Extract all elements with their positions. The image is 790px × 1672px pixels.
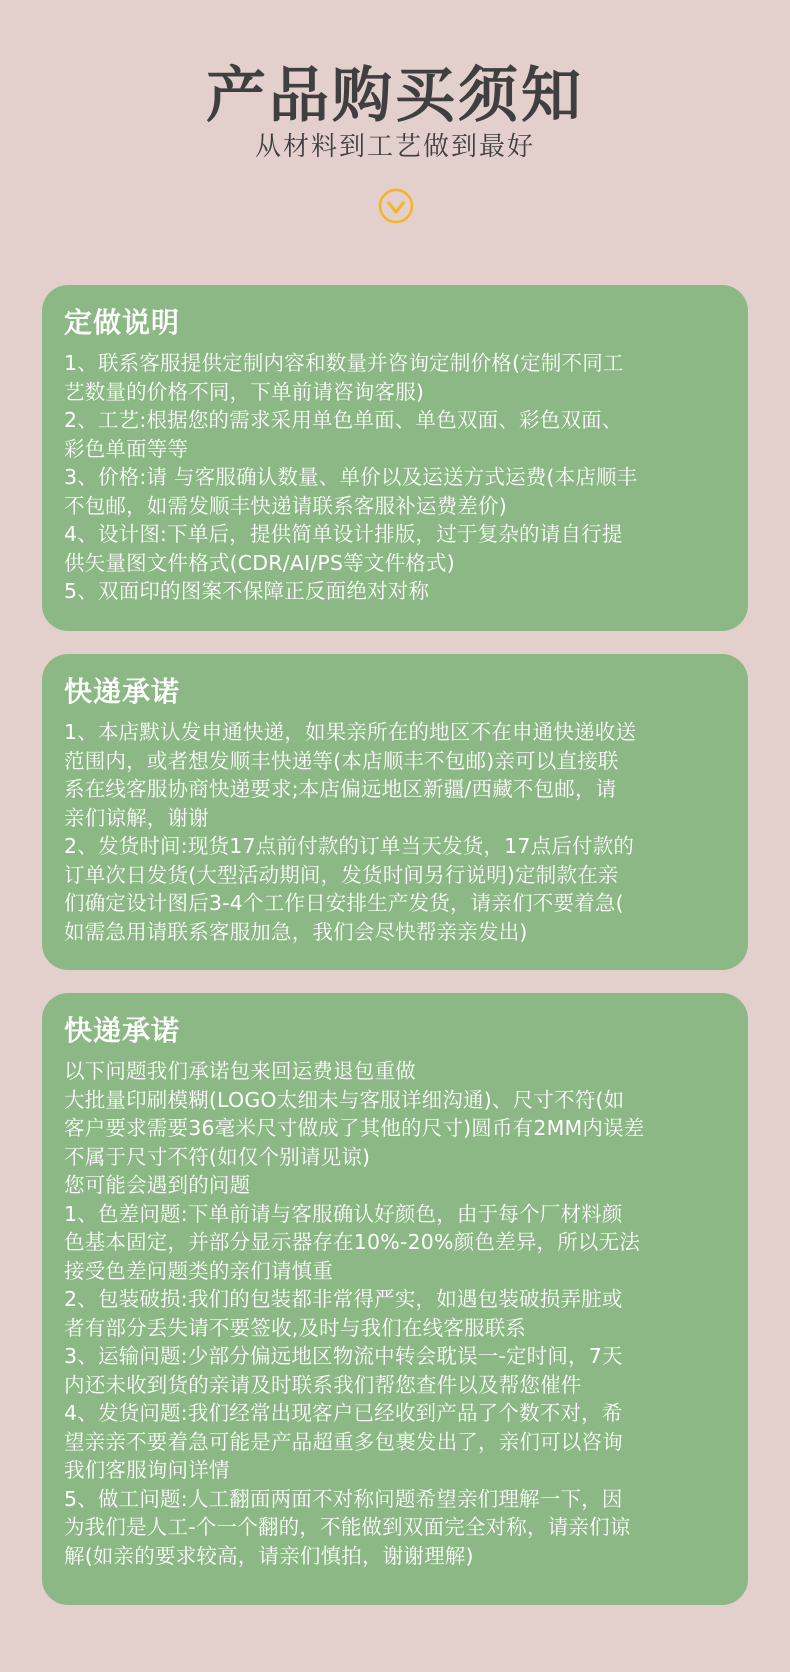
section-line: 解(如亲的要求较高，请亲们慎拍，谢谢理解): [64, 1543, 474, 1568]
section-line: 彩色单面等等: [64, 436, 189, 461]
section-line: 艺数量的价格不同，下单前请咨询客服): [64, 379, 425, 404]
section-line: 4、设计图:下单后，提供简单设计排版，过于复杂的请自行提: [64, 522, 623, 546]
section-line: 2、包装破损:我们的包装都非常得严实，如遇包装破损弄脏或: [64, 1287, 623, 1311]
section-line: 3、价格:请 与客服确认数量、单价以及运送方式运费(本店顺丰: [64, 465, 638, 489]
section-line: 为我们是人工-个一个翻的，不能做到双面完全对称，请亲们谅: [64, 1515, 631, 1539]
section-line: 供矢量图文件格式(CDR/AI/PS等文件格式): [64, 550, 455, 575]
section-line: 3、运输问题:少部分偏远地区物流中转会耽误一-定时间，7天: [64, 1344, 623, 1368]
section-line: 1、联系客服提供定制内容和数量并咨询定制价格(定制不同工: [64, 351, 624, 375]
section-line: 望亲亲不要着急可能是产品超重多包裹发出了，亲们可以咨询: [64, 1429, 623, 1454]
section-line: 内还未收到货的亲请及时联系我们帮您查件以及帮您催件: [64, 1372, 582, 1397]
section-line: 们确定设计图后3-4个工作日安排生产发货，请亲们不要着急(: [64, 891, 624, 915]
section-shipping-promise: [42, 654, 748, 970]
section-line: 2、发货时间:现货17点前付款的订单当天发货，17点后付款的: [64, 834, 635, 858]
section-line: 大批量印刷模糊(LOGO太细未与客服详细沟通)、尺寸不符(如: [64, 1087, 625, 1112]
section-line: 者有部分丢失请不要签收,及时与我们在线客服联系: [64, 1315, 527, 1340]
section-line: 1、本店默认发申通快递，如果亲所在的地区不在申通快递收送: [64, 720, 637, 744]
page-title: 产品购买须知: [206, 61, 584, 131]
section-line: 客户要求需要36毫米尺寸做成了其他的尺寸)圆币有2MM内误差: [64, 1116, 645, 1140]
section-line: 系在线客服协商快递要求;本店偏远地区新疆/西藏不包邮，请: [64, 777, 617, 801]
section-line: 亲们谅解，谢谢: [64, 805, 209, 830]
section-custom-order: [42, 285, 748, 631]
section-line: 以下问题我们承诺包来回运费退包重做: [64, 1059, 416, 1083]
section-line: 不属于尺寸不符(如仅个别请见谅): [64, 1144, 371, 1169]
section-line: 4、发货问题:我们经常出现客户已经收到产品了个数不对，希: [64, 1401, 623, 1425]
section-title: 定做说明: [64, 306, 181, 339]
page-header: [0, 0, 790, 270]
section-line: 1、色差问题:下单前请与客服确认好颜色，由于每个厂材料颜: [64, 1201, 623, 1226]
section-line: 5、做工问题:人工翻面两面不对称问题希望亲们理解一下，因: [64, 1486, 623, 1511]
section-line: 5、双面印的图案不保障正反面绝对对称: [64, 579, 430, 603]
section-line: 接受色差问题类的亲们请慎重: [64, 1258, 334, 1283]
section-line: 色基本固定，并部分显示器存在10%-20%颜色差异，所以无法: [64, 1230, 641, 1254]
section-title: 快递承诺: [64, 1014, 181, 1047]
section-line: 我们客服询问详情: [64, 1458, 230, 1482]
section-line: 您可能会遇到的问题: [64, 1173, 251, 1197]
section-line: 范围内，或者想发顺丰快递等(本店顺丰不包邮)亲可以直接联: [64, 748, 619, 773]
chevron-down-circle-icon: [378, 188, 414, 224]
page-subtitle: 从材料到工艺做到最好: [254, 132, 535, 162]
section-line: 不包邮，如需发顺丰快递请联系客服补运费差价): [64, 493, 507, 518]
section-title: 快递承诺: [64, 675, 181, 708]
section-line: 2、工艺:根据您的需求采用单色单面、单色双面、彩色双面、: [64, 408, 623, 432]
section-return-promise: [42, 993, 748, 1605]
section-line: 订单次日发货(大型活动期间，发货时间另行说明)定制款在亲: [64, 862, 619, 887]
section-line: 如需急用请联系客服加急，我们会尽快帮亲亲发出): [64, 919, 528, 944]
